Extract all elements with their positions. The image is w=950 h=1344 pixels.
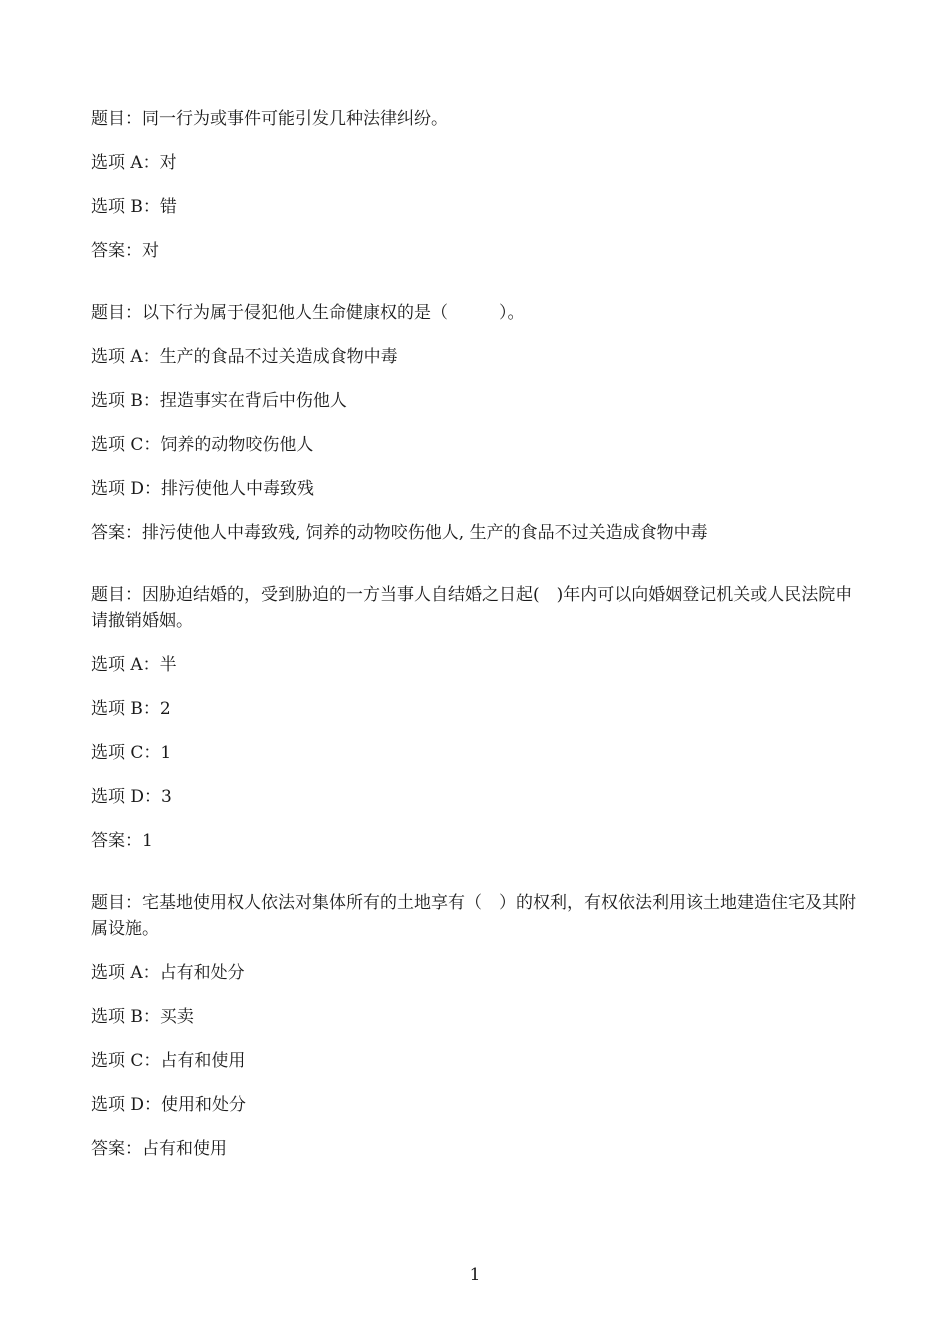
question-block bbox=[91, 300, 866, 546]
answer: 答案：1 bbox=[91, 831, 153, 851]
question-title: 题目：同一行为或事件可能引发几种法律纠纷。 bbox=[91, 109, 448, 129]
question-block bbox=[91, 582, 866, 854]
option-c: 选项 C：饲养的动物咬伤他人 bbox=[91, 435, 314, 455]
question-title: 题目：因胁迫结婚的，受到胁迫的一方当事人自结婚之日起( )年内可以向婚姻登记机关或人民法院申请撤销婚姻。 bbox=[91, 585, 853, 631]
option-a: 选项 A：生产的食品不过关造成食物中毒 bbox=[91, 347, 398, 367]
answer: 答案：对 bbox=[91, 241, 159, 261]
option-b: 选项 B：2 bbox=[91, 699, 171, 719]
answer: 答案：排污使他人中毒致残, 饲养的动物咬伤他人, 生产的食品不过关造成食物中毒 bbox=[91, 523, 708, 543]
document-page bbox=[91, 106, 866, 1198]
option-b: 选项 B：买卖 bbox=[91, 1007, 194, 1027]
option-a: 选项 A：半 bbox=[91, 655, 177, 675]
option-d: 选项 D：3 bbox=[91, 787, 172, 807]
option-d: 选项 D：排污使他人中毒致残 bbox=[91, 479, 315, 499]
option-a: 选项 A：对 bbox=[91, 153, 177, 173]
page-number: 1 bbox=[469, 1265, 481, 1285]
option-b: 选项 B：捏造事实在背后中伤他人 bbox=[91, 391, 347, 411]
option-a: 选项 A：占有和处分 bbox=[91, 963, 245, 983]
question-block bbox=[91, 890, 866, 1162]
option-d: 选项 D：使用和处分 bbox=[91, 1095, 247, 1115]
answer: 答案：占有和使用 bbox=[91, 1139, 227, 1159]
question-block bbox=[91, 106, 866, 264]
option-c: 选项 C：占有和使用 bbox=[91, 1051, 246, 1071]
option-c: 选项 C：1 bbox=[91, 743, 172, 763]
option-b: 选项 B：错 bbox=[91, 197, 177, 217]
question-title: 题目：以下行为属于侵犯他人生命健康权的是（ ）。 bbox=[91, 303, 525, 323]
question-title: 题目：宅基地使用权人依法对集体所有的土地享有（ ）的权利，有权依法利用该土地建造住宅及其附属设施。 bbox=[91, 893, 856, 939]
